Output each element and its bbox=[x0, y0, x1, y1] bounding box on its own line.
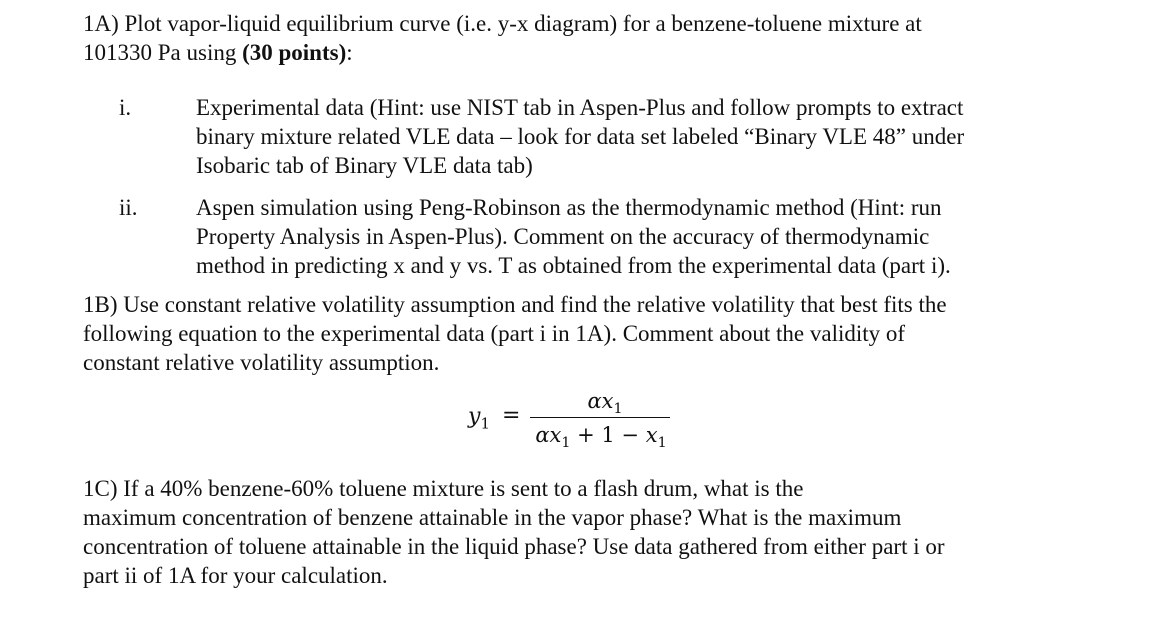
equals-sign: = bbox=[502, 403, 521, 428]
denominator-alpha: α bbox=[535, 423, 550, 447]
list-item-line: binary mixture related VLE data – look for data set labeled “Binary VLE 48” under bbox=[196, 124, 965, 149]
equation-lhs-var: y bbox=[468, 404, 481, 429]
list-item-line: Aspen simulation using Peng-Robinson as the thermodynamic method (Hint: run bbox=[196, 195, 942, 220]
numerator-alpha: α bbox=[587, 389, 602, 413]
question-1a bbox=[83, 9, 1083, 67]
relative-volatility-equation bbox=[460, 384, 700, 454]
question-1c-line: 1C) If a 40% benzene-60% toluene mixture is sent to a flash drum, what is the bbox=[83, 476, 804, 501]
question-1c-line: part ii of 1A for your calculation. bbox=[83, 563, 388, 588]
list-item-line: method in predicting x and y vs. T as obtained from the experimental data (part i). bbox=[196, 253, 951, 278]
denominator-sub-2: 1 bbox=[657, 435, 667, 452]
equation-lhs-sub: 1 bbox=[480, 414, 490, 433]
equation-denominator bbox=[528, 421, 674, 450]
question-1b-line: following equation to the experimental data (part i in 1A). Comment about the validity of bbox=[83, 321, 906, 346]
denominator-var-1: x bbox=[549, 423, 562, 447]
list-item-line: Property Analysis in Aspen-Plus). Comment on the accuracy of thermodynamic bbox=[196, 224, 930, 249]
list-item-number: ii. bbox=[119, 195, 138, 220]
equation-lhs bbox=[468, 402, 490, 431]
list-item-body bbox=[196, 93, 1096, 180]
question-1b-line: 1B) Use constant relative volatility assumption and find the relative volatility that best fits the bbox=[83, 292, 947, 317]
denominator-sub-1: 1 bbox=[561, 435, 571, 452]
question-1b-line: constant relative volatility assumption. bbox=[83, 350, 440, 375]
numerator-var: x bbox=[601, 389, 614, 413]
denominator-mid: + 1 − bbox=[570, 423, 646, 447]
list-item-number: i. bbox=[119, 95, 132, 120]
question-1c bbox=[83, 474, 1083, 590]
list-item-line: Isobaric tab of Binary VLE data tab) bbox=[196, 153, 533, 178]
denominator-var-2: x bbox=[645, 423, 658, 447]
question-1b bbox=[83, 290, 1083, 377]
fraction-bar bbox=[530, 417, 670, 418]
list-item-body bbox=[196, 193, 1096, 280]
equation-numerator bbox=[540, 387, 670, 416]
question-1a-colon: : bbox=[346, 40, 353, 65]
numerator-sub: 1 bbox=[613, 401, 623, 418]
question-1c-line: concentration of toluene attainable in the liquid phase? Use data gathered from either part i or bbox=[83, 534, 945, 559]
list-item-line: Experimental data (Hint: use NIST tab in Aspen-Plus and follow prompts to extract bbox=[196, 95, 964, 120]
points-label: (30 points) bbox=[242, 40, 347, 65]
question-1a-line-2-text: 101330 Pa using bbox=[83, 40, 243, 65]
question-1a-line-2 bbox=[83, 38, 1083, 67]
question-1a-line-1: 1A) Plot vapor-liquid equilibrium curve (i.e. y-x diagram) for a benzene-toluene mixture at bbox=[83, 11, 922, 36]
question-1c-line: maximum concentration of benzene attainable in the vapor phase? What is the maximum bbox=[83, 505, 902, 530]
